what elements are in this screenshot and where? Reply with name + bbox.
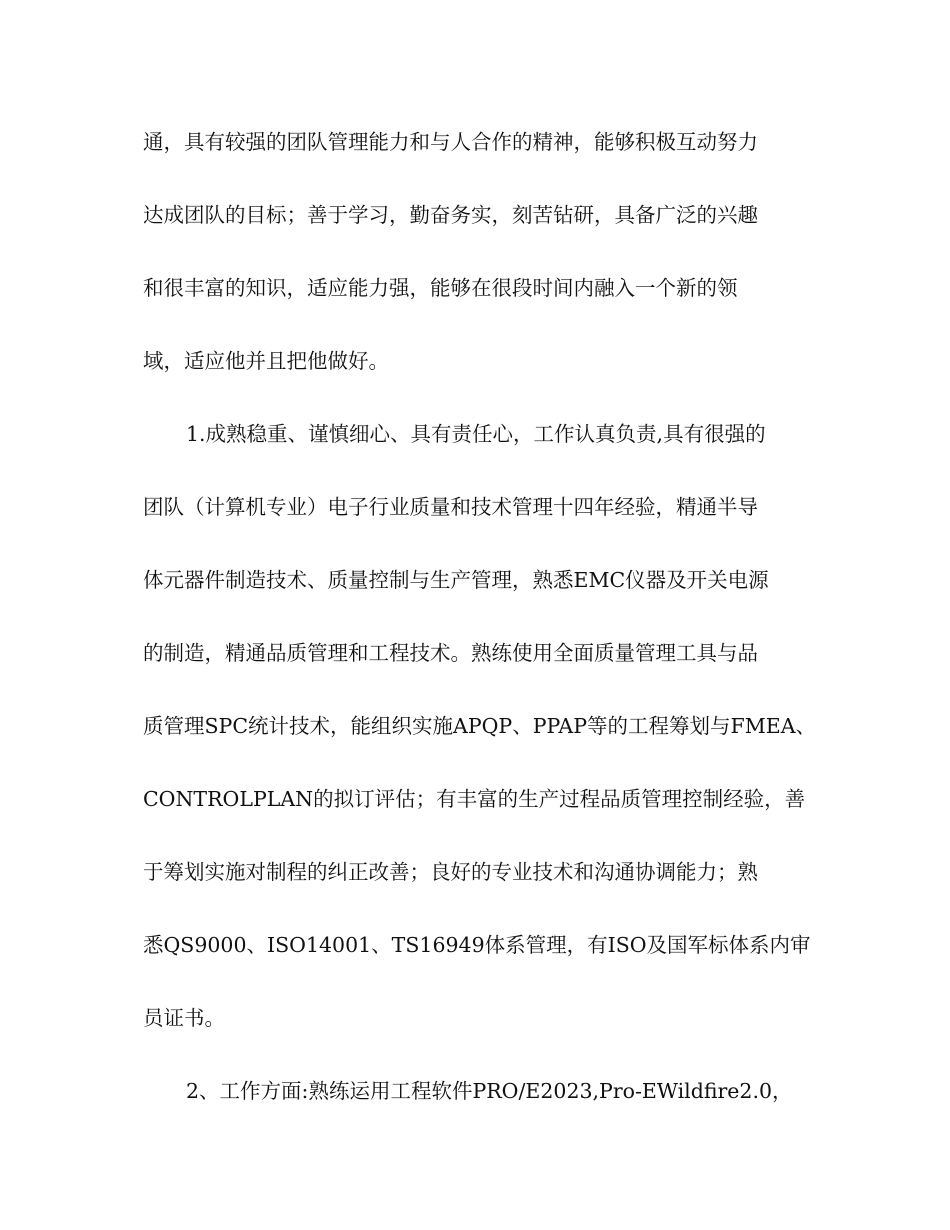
text-line: 1.成熟稳重、谨慎细心、具有责任心，工作认真负责,具有很强的 (186, 422, 766, 446)
text-line: 通，具有较强的团队管理能力和与人合作的精神，能够积极互动努力 (143, 130, 758, 154)
text-line: 达成团队的目标；善于学习，勤奋务实，刻苦钻研，具备广泛的兴趣 (143, 203, 758, 227)
text-line: 员证书。 (143, 1006, 225, 1030)
text-line: 悉QS9000、ISO14001、TS16949体系管理，有ISO及国军标体系内审 (143, 933, 811, 957)
text-line: CONTROLPLAN的拟订评估；有丰富的生产过程品质管理控制经验，善 (143, 787, 806, 811)
text-line: 体元器件制造技术、质量控制与生产管理，熟悉EMC仪器及开关电源 (143, 568, 769, 592)
paragraph-team-skills (143, 106, 808, 398)
text-line: 2、工作方面:熟练运用工程软件PRO/E2023,Pro-EWildfire2.0， (186, 1079, 793, 1103)
text-line: 的制造，精通品质管理和工程技术。熟练使用全面质量管理工具与品 (143, 641, 758, 665)
paragraph-work-software (143, 1055, 808, 1128)
text-line: 和很丰富的知识，适应能力强，能够在很段时间内融入一个新的领 (143, 276, 738, 300)
paragraph-quality-management (143, 398, 817, 1055)
text-line: 域，适应他并且把他做好。 (143, 349, 389, 373)
text-line: 于筹划实施对制程的纠正改善；良好的专业技术和沟通协调能力；熟 (143, 860, 758, 884)
text-line: 质管理SPC统计技术，能组织实施APQP、PPAP等的工程筹划与FMEA、 (143, 714, 817, 738)
text-line: 团队（计算机专业）电子行业质量和技术管理十四年经验，精通半导 (143, 495, 758, 519)
